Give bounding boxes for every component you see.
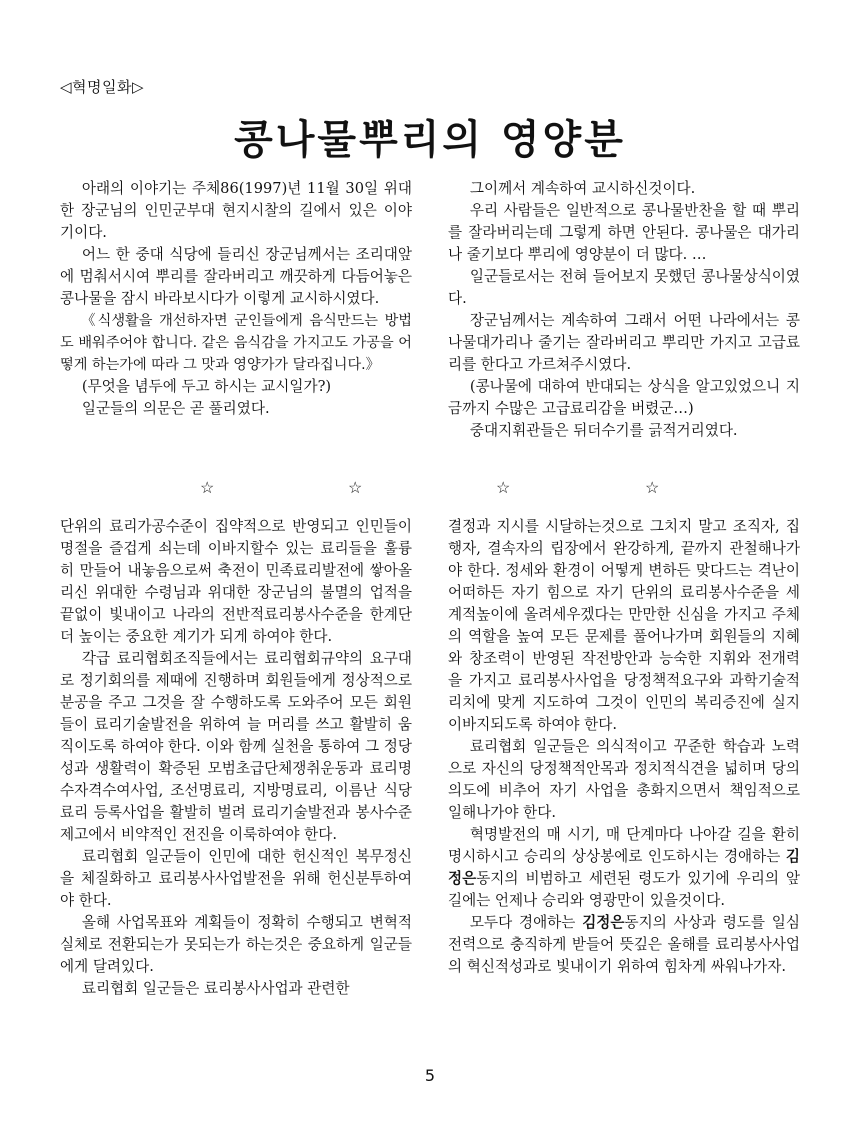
story-paragraph: (무엇을 념두에 두고 하시는 교시일가?) [81, 378, 332, 395]
article-paragraph: 단위의 료리가공수준이 집약적으로 반영되고 인민들이 명절을 즐겁게 쇠는데 이바지할수 있는 료리들을 훌륭히 만들어 내놓음으로써 축전이 민족료리발전에 쌓아올리신 위대한 수령님과 위대한 장군님의 불멸의 업적을 끝없이 빛내이고 나라의 전반적료리봉사수준을 한계단 더 높이는 중요한 계기가 되게 하여야 한다. [60, 518, 412, 645]
story-paragraph: 우리 사람들은 일반적으로 콩나물반찬을 할 때 뿌리를 잘라버리는데 그렇게 하면 안된다. 콩나물은 대가리나 줄기보다 뿌리에 영양분이 더 많다. … [448, 202, 800, 263]
text-run: 동지의 사상과 령도를 일심전력으로 충직하게 받들어 뜻깊은 올해를 료리봉사사업의 혁신적성과로 빛내이기 위하여 힘차게 싸워나가자. [448, 914, 800, 975]
section-divider [0, 478, 860, 502]
article-paragraph: 료리협회 일군들은 료리봉사사업과 관련한 [81, 980, 350, 997]
star-icon: ☆ [645, 478, 660, 497]
story-paragraph: 아래의 이야기는 주체86(1997)년 11월 30일 위대한 장군님의 인민군부대 현지시찰의 길에서 있은 이야기이다. [60, 180, 412, 241]
story-column-right [448, 178, 800, 442]
text-run: 혁명발전의 매 시기, 매 단계마다 나아갈 길을 환히 명시하시고 승리의 상상봉에로 인도하시는 경애하는 [448, 826, 800, 865]
series-label: ◁혁명일화▷ [60, 78, 145, 96]
star-icon: ☆ [348, 478, 363, 497]
article-column-right [448, 516, 800, 978]
text-run: 모두다 경애하는 [469, 914, 583, 931]
story-paragraph: 어느 한 중대 식당에 들리신 장군님께서는 조리대앞에 멈춰서시여 뿌리를 잘라버리고 깨끗하게 다듬어놓은 콩나물을 잠시 바라보시다가 이렇게 교시하시였다. [60, 246, 412, 307]
story-paragraph: 일군들로서는 전혀 들어보지 못했던 콩나물상식이였다. [448, 268, 800, 307]
text-run: 동지의 비범하고 세련된 령도가 있기에 우리의 앞길에는 언제나 승리와 영광만이 있을것이다. [448, 870, 800, 909]
article-paragraph: 각급 료리협회조직들에서는 료리협회규약의 요구대로 정기회의를 제때에 진행하며 회원들에게 정상적으로 분공을 주고 그것을 잘 수행하도록 도와주어 모든 회원들이 료리기술발전을 위하여 늘 머리를 쓰고 활발히 움직이도록 하여야 한다. 이와 함께 실천을 통하여 그 정당성과 생활력이 확증된 모범초급단체쟁취운동과 료리명수자격수여사업, 조선명료리, 지방명료리, 이름난 식당료리 등록사업을 활발히 벌려 료리기술발전과 봉사수준제고에서 비약적인 전진을 이룩하여야 한다. [60, 650, 412, 843]
article-paragraph: 료리협회 일군들이 인민에 대한 헌신적인 복무정신을 체질화하고 료리봉사사업발전을 위해 헌신분투하여야 한다. [60, 848, 412, 909]
story-paragraph: 중대지휘관들은 뒤더수기를 긁적거리였다. [469, 422, 738, 439]
story-column-left [60, 178, 412, 420]
article-paragraph: 올해 사업목표와 계획들이 정확히 수행되고 변혁적실체로 전환되는가 못되는가 하는것은 중요하게 일군들에게 달려있다. [60, 914, 412, 975]
article-paragraph [448, 824, 800, 912]
story-quote: 《식생활을 개선하자면 군인들에게 음식만드는 방법도 배워주어야 합니다. 같은 음식감을 가지고도 가공을 어떻게 하는가에 따라 그 맛과 영양가가 달라집니다.》 [60, 313, 412, 373]
story-paragraph: 일군들의 의문은 곧 풀리였다. [81, 400, 270, 417]
leader-name: 김정은 [448, 848, 800, 887]
article-paragraph: 료리협회 일군들은 의식적이고 꾸준한 학습과 노력으로 자신의 당정책적안목과 정치적식견을 넓히며 당의 의도에 비추어 자기 사업을 총화지으면서 책임적으로 일해나가야 한다. [448, 738, 800, 821]
story-paragraph: (콩나물에 대하여 반대되는 상식을 알고있었으니 지금까지 수많은 고급료리감을 버렸군…) [448, 378, 800, 417]
star-icon: ☆ [496, 478, 511, 497]
article-title: 콩나물뿌리의 영양분 [234, 117, 626, 163]
page-number: 5 [424, 1066, 436, 1085]
article-paragraph [448, 912, 800, 978]
article-column-left [60, 516, 412, 1000]
star-icon: ☆ [200, 478, 215, 497]
story-paragraph: 장군님께서는 계속하여 그래서 어떤 나라에서는 콩나물대가리나 줄기는 잘라버리고 뿌리만 가지고 고급료리를 한다고 가르쳐주시였다. [448, 312, 800, 373]
story-paragraph: 그이께서 계속하여 교시하신것이다. [469, 180, 696, 197]
leader-name: 김정은 [582, 914, 625, 931]
article-paragraph: 결정과 지시를 시달하는것으로 그치지 말고 조직자, 집행자, 결속자의 립장에서 완강하게, 끝까지 관철해나가야 한다. 정세와 환경이 어떻게 변하든 맞다드는 격난이 어떠하든 자기 힘으로 자기 단위의 료리봉사수준을 세계적높이에 올려세우겠다는 만만한 신심을 가지고 주체의 역할을 높여 모든 문제를 풀어나가며 회원들의 지혜와 창조력이 반영된 작전방안과 능숙한 지휘와 전개력을 가지고 료리봉사사업을 당정책적요구와 과학기술적리치에 맞게 지도하여 그것이 인민의 복리증진에 실지 이바지되도록 하여야 한다. [448, 518, 800, 733]
